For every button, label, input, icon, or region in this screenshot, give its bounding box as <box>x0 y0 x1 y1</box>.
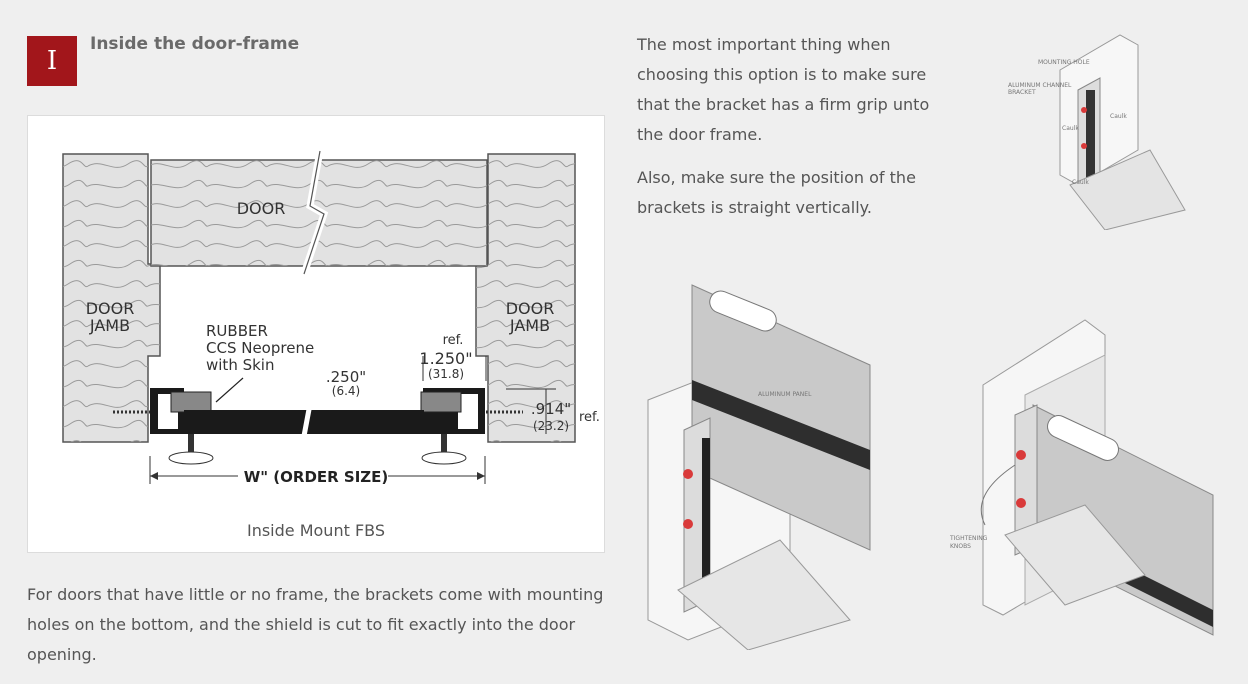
right-jamb-label-2: JAMB <box>509 316 551 335</box>
dim-1250: 1.250" <box>419 349 473 368</box>
inside-mount-diagram <box>27 115 605 553</box>
knob-icon <box>1081 143 1087 149</box>
right-door-jamb <box>476 154 575 442</box>
section-number-badge: I <box>27 36 77 86</box>
bracket-detail-illustration <box>1000 30 1190 230</box>
knob-icon <box>1016 498 1026 508</box>
panel-installation-illustration <box>630 270 890 650</box>
rubber-label-3: with Skin <box>206 356 275 374</box>
dim-64: (6.4) <box>331 384 361 398</box>
knobs-label-1: TIGHTENING <box>950 535 988 542</box>
caulk-label-1: Caulk <box>1062 125 1079 132</box>
right-jamb-label-1: DOOR <box>505 299 555 318</box>
panel-mounted-illustration <box>945 315 1225 655</box>
knob-icon <box>1081 107 1087 113</box>
right-paragraph-1: The most important thing when choosing this option is to make sure that the bracket has a firm grip unto the door frame. <box>637 35 930 144</box>
dim-232: (23.2) <box>532 419 570 433</box>
section-title: Inside the door-frame <box>90 34 300 54</box>
shield-assembly <box>113 378 523 464</box>
knob-icon <box>683 469 693 479</box>
rubber-label-2: CCS Neoprene <box>206 339 315 357</box>
caulk-label-2: Caulk <box>1110 113 1127 120</box>
dim-250: .250" <box>325 368 367 386</box>
ref-label-top: ref. <box>442 333 464 348</box>
dim-318: (31.8) <box>427 367 465 381</box>
rubber-label-1: RUBBER <box>206 322 268 340</box>
dim-914: .914" <box>530 400 572 418</box>
door-label: DOOR <box>236 199 286 218</box>
bottom-paragraph: For doors that have little or no frame, the brackets come with mounting holes on the bottom, and the shield is cut to fit exactly into the door opening. <box>27 585 604 664</box>
order-size-label: W" (ORDER SIZE) <box>243 468 389 486</box>
knobs-label-2: KNOBS <box>950 543 971 550</box>
left-jamb-label-2: JAMB <box>89 316 131 335</box>
aluminum-panel-label: ALUMINUM PANEL <box>758 391 812 398</box>
channel-label-1: ALUMINUM CHANNEL <box>1008 82 1072 89</box>
mounting-hole-label: MOUNTING HOLE <box>1038 59 1090 66</box>
left-door-jamb <box>63 154 160 442</box>
figure-caption: Inside Mount FBS <box>246 521 385 540</box>
knob-icon <box>1016 450 1026 460</box>
right-paragraph-2: Also, make sure the position of the brackets is straight vertically. <box>637 168 916 217</box>
knob-icon <box>683 519 693 529</box>
left-jamb-label-1: DOOR <box>85 299 135 318</box>
door <box>151 151 487 274</box>
ref-label-side: ref. <box>579 410 600 425</box>
caulk-label-3: Caulk <box>1072 179 1089 186</box>
channel-label-2: BRACKET <box>1008 89 1036 96</box>
